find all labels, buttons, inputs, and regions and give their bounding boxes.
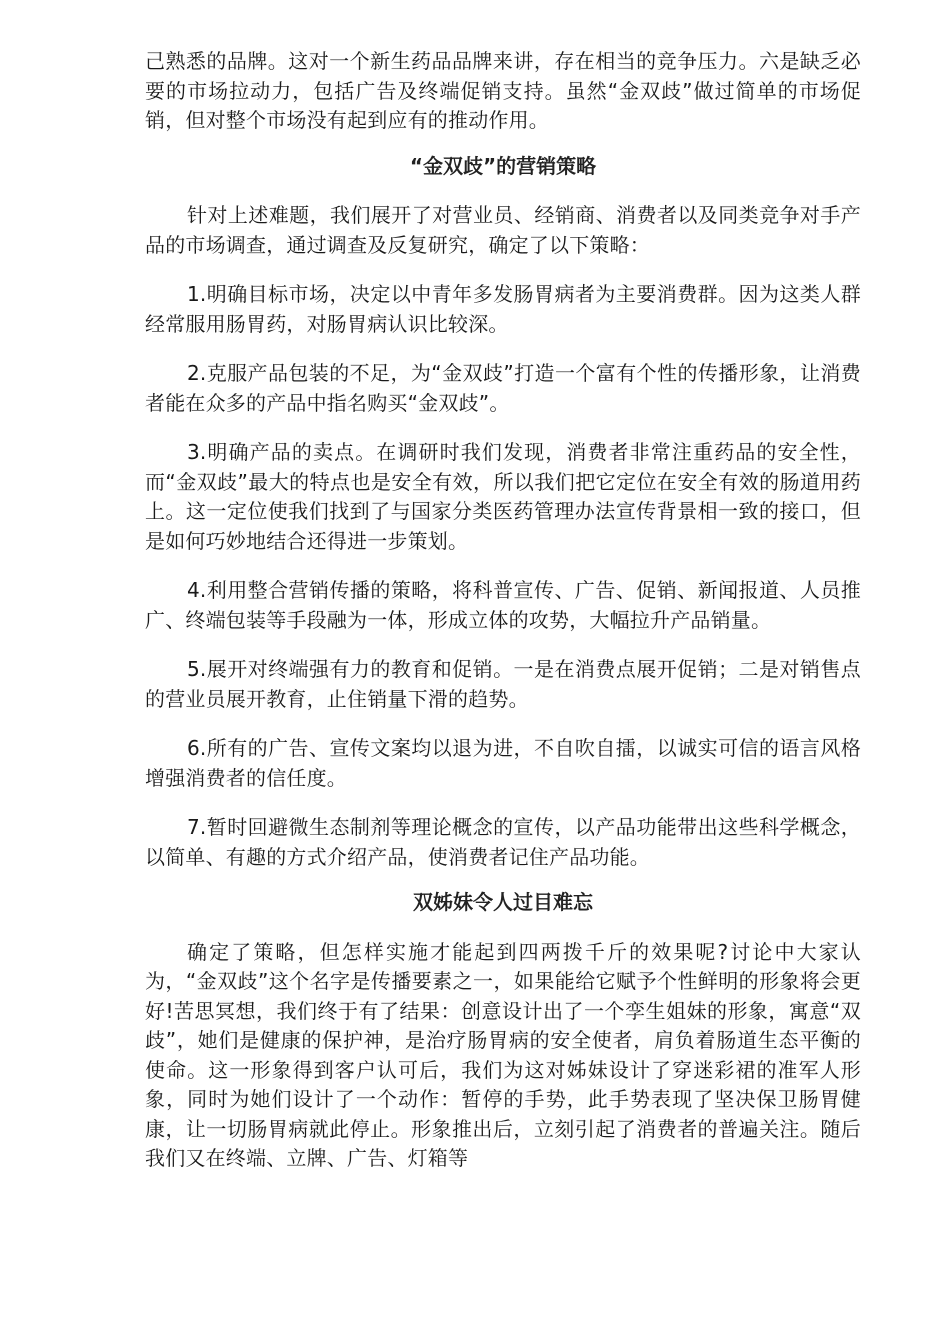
strategy-intro-paragraph: 针对上述难题，我们展开了对营业员、经销商、消费者以及同类竞争对手产品的市场调查，通过调查及反复研究，确定了以下策略： <box>145 203 861 257</box>
strategy-item-4: 4.利用整合营销传播的策略，将科普宣传、广告、促销、新闻报道、人员推广、终端包装等手段融为一体，形成立体的攻势，大幅拉升产品销量。 <box>145 578 861 632</box>
strategy-item-3: 3.明确产品的卖点。在调研时我们发现，消费者非常注重药品的安全性，而“金双歧”最大的特点也是安全有效，所以我们把它定位在安全有效的肠道用药上。这一定位使我们找到了与国家分类医药管理办法宣传背景相一致的接口，但是如何巧妙地结合还得进一步策划。 <box>145 440 861 553</box>
strategy-item-7: 7.暂时回避微生态制剂等理论概念的宣传，以产品功能带出这些科学概念，以简单、有趣的方式介绍产品，使消费者记住产品功能。 <box>145 815 861 869</box>
section-heading-twins: 双姊妹令人过目难忘 <box>413 890 593 914</box>
strategy-item-5: 5.展开对终端强有力的教育和促销。一是在消费点展开促销；二是对销售点的营业员展开教育，止住销量下滑的趋势。 <box>145 657 861 711</box>
intro-paragraph: 己熟悉的品牌。这对一个新生药品品牌来讲，存在相当的竞争压力。六是缺乏必要的市场拉动力，包括广告及终端促销支持。虽然“金双歧”做过简单的市场促销，但对整个市场没有起到应有的推动作用。 <box>145 49 861 132</box>
strategy-item-6: 6.所有的广告、宣传文案均以退为进，不自吹自擂，以诚实可信的语言风格增强消费者的信任度。 <box>145 736 861 790</box>
twins-paragraph: 确定了策略，但怎样实施才能起到四两拨千斤的效果呢?讨论中大家认为，“金双歧”这个名字是传播要素之一，如果能给它赋予个性鲜明的形象将会更好!苦思冥想，我们终于有了结果：创意设计出了一个孪生姐妹的形象，寓意“双歧”，她们是健康的保护神，是治疗肠胃病的安全使者，肩负着肠道生态平衡的使命。这一形象得到客户认可后，我们为这对姊妹设计了穿迷彩裙的准军人形象，同时为她们设计了一个动作：暂停的手势，此手势表现了坚决保卫肠胃健康，让一切肠胃病就此停止。形象推出后，立刻引起了消费者的普遍关注。随后我们又在终端、立牌、广告、灯箱等 <box>145 939 861 1170</box>
document-page <box>145 47 861 1174</box>
section-heading-strategy: “金双歧”的营销策略 <box>409 153 597 178</box>
strategy-item-2: 2.克服产品包装的不足，为“金双歧”打造一个富有个性的传播形象，让消费者能在众多的产品中指名购买“金双歧”。 <box>145 361 861 415</box>
strategy-item-1: 1.明确目标市场，决定以中青年多发肠胃病者为主要消费群。因为这类人群经常服用肠胃药，对肠胃病认识比较深。 <box>145 282 861 336</box>
